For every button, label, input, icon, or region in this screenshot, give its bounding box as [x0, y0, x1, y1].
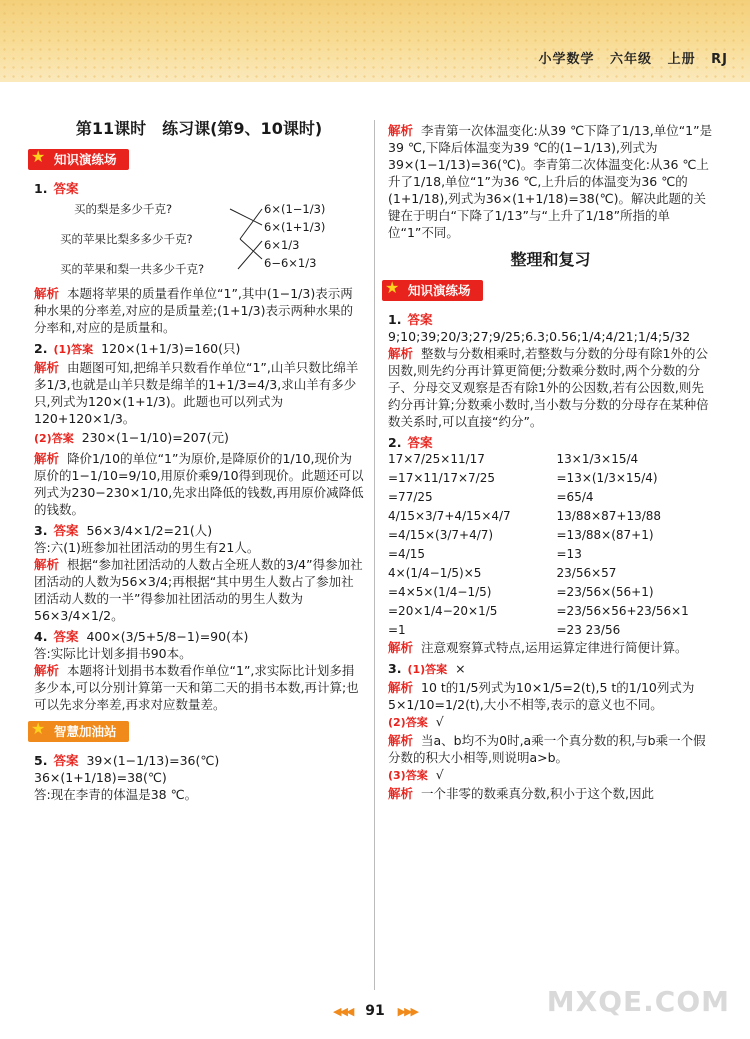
- book-header: [529, 48, 729, 67]
- explanation: 李青第一次体温变化:从39 ℃下降了1/13,单位“1”是39 ℃,下降后体温变为39 ℃的(1−1/13),列式为39×(1−1/13)=36(℃)。李青第二次体温变化:从36 ℃上升了1/18,单位“1”为36 ℃,上升后的体温变为36 ℃的(1+1/18),列式为36×(1+1/18)=38(℃)。解决此题的关键在于明白“下降了1/13”与“上升了1/18”所指的单位“1”不同。: [388, 123, 713, 240]
- edition: RJ: [711, 52, 728, 67]
- column-divider: [374, 120, 375, 990]
- calc-step: 4×(1/4−1/5)×5: [388, 566, 482, 580]
- explanation: 整数与分数相乘时,若整数与分数的分母有除1外的公因数,则先约分再计算更简便;分数乘分数时,两个分数的分子、分母交叉观察是否有除1外的公因数,若有公因数,则先约分再计算;分数乘小数时,当小数与分数的分母存在某种倍数关系时,可以直接“约分”。: [388, 346, 709, 429]
- match-left-item: 买的苹果比梨多多少千克?: [60, 232, 193, 246]
- answer-sentence: 答:现在李青的体温是38 ℃。: [34, 787, 198, 802]
- subject: 小学数学: [538, 52, 595, 67]
- question-5: 5. 答案 39×(1−1/13)=36(℃) 36×(1+1/18)=38(℃) 答:现在李青的体温是38 ℃。: [34, 752, 364, 803]
- calc-step: 13/88×87+13/88: [556, 509, 662, 523]
- review-question-1: 1. 答案9;10;39;20/3;27;9/25;6.3;0.56;1/4;4/21;1/4;5/32 解析 整数与分数相乘时,若整数与分数的分母有除1外的公因数,则先约分再计算更简便;分数乘分数时,两个分数的分子、分母交叉观察是否有除1外的公因数,若有公因数,则先约分再计算;分数乘小数时,当小数与分数的分母存在某种倍数关系时,可以直接“约分”。: [388, 312, 709, 429]
- answer: 120×(1+1/3)=160(只): [101, 341, 241, 356]
- answer: 9;10;39;20/3;27;9/25;6.3;0.56;1/4;4/21;1/4;5/32: [388, 329, 691, 344]
- answer: √: [435, 714, 444, 729]
- answer: 36×(1+1/18)=38(℃): [34, 770, 167, 785]
- match-right-item: 6×(1−1/3): [264, 202, 326, 216]
- star-icon: ★: [31, 147, 46, 166]
- explanation: 根据“参加社团活动的人数占全班人数的3/4”得参加社团活动的人数为56×3/4;再根据“其中男生人数占了参加社团活动人数的一半”得参加社团活动的男生人数为56×3/4×1/2。: [34, 557, 363, 623]
- calc-step: =23/56×56+23/56×1: [556, 604, 689, 618]
- volume: 上册: [667, 52, 696, 67]
- calc-step: 13×1/3×15/4: [556, 452, 639, 466]
- grade: 六年级: [610, 52, 653, 67]
- answer: √: [435, 767, 444, 782]
- match-right-item: 6−6×1/3: [264, 256, 317, 270]
- calculation-grid: [388, 451, 713, 639]
- header-pattern: [0, 0, 750, 82]
- explanation: 注意观察算式特点,运用运算定律进行简便计算。: [421, 640, 688, 655]
- calc-step: =13×(1/3×15/4): [556, 471, 658, 485]
- calc-step: =4/15×(3/7+4/7): [388, 528, 494, 542]
- match-left-item: 买的梨是多少千克?: [74, 202, 173, 216]
- lesson-title: 第11课时 练习课(第9、10课时): [75, 119, 323, 138]
- match-right-item: 6×1/3: [264, 238, 300, 252]
- explanation: 10 t的1/5列式为10×1/5=2(t),5 t的1/10列式为5×1/10=1/2(t),大小不相等,表示的意义也不同。: [388, 680, 695, 712]
- question-5-explanation: 解析 李青第一次体温变化:从39 ℃下降了1/13,单位“1”是39 ℃,下降后体温变为39 ℃的(1−1/13),列式为39×(1−1/13)=36(℃)。李青第二次体温变化:从36 ℃上升了1/18,单位“1”为36 ℃,上升后的体温变为36 ℃的(1+1/18),列式为36×(1+1/18)=38(℃)。解决此题的关键在于明白“下降了1/13”与“上升了1/18”所指的单位“1”不同。: [388, 123, 713, 240]
- calc-step: =77/25: [388, 490, 433, 504]
- explanation: 本题将计划捐书本数看作单位“1”,求实际比计划多捐多少本,可以分别计算第一天和第二天的捐书本数,再计算;也可以先求分率差,再求对应数量差。: [34, 663, 359, 712]
- calc-step: =17×11/17×7/25: [388, 471, 495, 485]
- answer-sentence: 答:实际比计划多捐书90本。: [34, 646, 192, 661]
- review-question-2: 2. 答案 17×7/25×11/17 13×1/3×15/4 =17×11/17×7/25 =13×(1/3×15/4) =77/25 =65/4 4/15×3/7+4/15×4/7 13/88×87+13/88 =4/15×(3/7+4/7) =13/88×(87+1) =4/15 =13 4×(1/4−1/5)×5 23/56×57 =4×5×(1/4−1/5) =23/56×(56+1) =20×1/4−20×1/5 =23/56×56+23/56×1 =1 =23 23/56 解析 注意观察算式特点,运用运算定律进行简便计算。: [388, 434, 713, 656]
- review-question-3: 3. (1)答案 × 解析 10 t的1/5列式为10×1/5=2(t),5 t的1/10列式为5×1/10=1/2(t),大小不相等,表示的意义也不同。 (2)答案 √ 解析 当a、b均不为0时,a乘一个真分数的积,与b乘一个假分数的积大小相等,则说明a>b。 (3)答案 √ 解析 一个非零的数乘真分数,积小于这个数,因此: [388, 661, 706, 801]
- calc-step: =23 23/56: [556, 623, 621, 637]
- star-icon: ★: [385, 278, 400, 297]
- calc-step: =4×5×(1/4−1/5): [388, 585, 492, 599]
- explanation: 一个非零的数乘真分数,积小于这个数,因此: [421, 786, 654, 801]
- match-right-item: 6×(1+1/3): [264, 220, 326, 234]
- calc-step: =23/56×(56+1): [556, 585, 654, 599]
- calc-step: =13: [556, 547, 582, 561]
- answer: 56×3/4×1/2=21(人): [86, 523, 213, 538]
- section-banner: ★ 智慧加油站: [28, 721, 129, 742]
- explanation: 当a、b均不为0时,a乘一个真分数的积,与b乘一个假分数的积大小相等,则说明a>b。: [388, 733, 706, 765]
- watermark: MXQE.COM: [546, 985, 730, 1018]
- matching-diagram: [34, 199, 364, 281]
- calc-step: =13/88×(87+1): [556, 528, 654, 542]
- page-footer: [0, 1003, 750, 1019]
- page-number: 91: [365, 1003, 385, 1019]
- left-arrows-icon: ◀◀◀: [332, 1005, 353, 1018]
- right-column: [385, 118, 713, 806]
- answer: 230×(1−1/10)=207(元): [81, 430, 229, 445]
- question-3: 3. 答案 56×3/4×1/2=21(人) 答:六(1)班参加社团活动的男生有21人。 解析 根据“参加社团活动的人数占全班人数的3/4”得参加社团活动的人数为56×3/4;再根据“其中男生人数占了参加社团活动人数的一半”得参加社团活动的男生人数为56×3/4×1/2。: [34, 523, 363, 623]
- section-banner: ★ 知识演练场: [382, 280, 483, 301]
- explanation: 本题将苹果的质量看作单位“1”,其中(1−1/3)表示两种水果的分率差,对应的是质量差;(1+1/3)表示两种水果的分率和,对应的是质量和。: [34, 286, 353, 335]
- section-banner: ★ 知识演练场: [28, 149, 129, 170]
- left-column: [31, 118, 364, 807]
- star-icon: ★: [31, 719, 46, 738]
- answer: 400×(3/5+5/8−1)=90(本): [86, 629, 249, 644]
- answer: ×: [455, 661, 466, 676]
- answer-sentence: 答:六(1)班参加社团活动的男生有21人。: [34, 540, 260, 555]
- calc-step: 23/56×57: [556, 566, 617, 580]
- calc-step: =4/15: [388, 547, 426, 561]
- section-title: 整理和复习: [510, 250, 591, 269]
- explanation: 降价1/10的单位“1”为原价,是降原价的1/10,现价为原价的1−1/10=9/10,用原价乘9/10得到现价。此题还可以列式为230−230×1/10,先求出降低的钱数,再用原价减降低的钱数。: [34, 451, 364, 517]
- calc-step: 17×7/25×11/17: [388, 452, 485, 466]
- question-2: 2. (1)答案 120×(1+1/3)=160(只) 解析 由题图可知,把绵羊只数看作单位“1”,山羊只数比绵羊多1/3,也就是山羊只数是绵羊的1+1/3=4/3,求山羊有多少只,列式为120×(1+1/3)。此题也可以列式为120+120×1/3。 (2)答案 230×(1−1/10)=207(元) 解析 降价1/10的单位“1”为原价,是降原价的1/10,现价为原价的1−1/10=9/10,用原价乘9/10得到现价。此题还可以列式为230−230×1/10,先求出降低的钱数,再用原价减降低的钱数。: [34, 341, 364, 517]
- match-left-item: 买的苹果和梨一共多少千克?: [60, 262, 205, 276]
- calc-step: =20×1/4−20×1/5: [388, 604, 498, 618]
- explanation: 由题图可知,把绵羊只数看作单位“1”,山羊只数比绵羊多1/3,也就是山羊只数是绵羊的1+1/3=4/3,求山羊有多少只,列式为120×(1+1/3)。此题也可以列式为120+120×1/3。: [34, 360, 359, 426]
- right-arrows-icon: ▶▶▶: [397, 1005, 417, 1018]
- calc-step: =65/4: [556, 490, 594, 504]
- calc-step: 4/15×3/7+4/15×4/7: [388, 509, 511, 523]
- question-1: 1. 答案 买的梨是多少千克? 买的苹果比梨多多少千克? 买的苹果和梨一共多少千克? 6×(1−1/3) 6×(1+1/3) 6×1/3 6−6×1/3 解析 本题将苹果的质量看作单位“1”,其中(1−1/3)表示两种水果的分率差,对应的是质量差;(1+1/3)表示两种水果的分率和,对应的是质量和。: [34, 180, 364, 336]
- calc-step: =1: [388, 623, 406, 637]
- answer: 39×(1−1/13)=36(℃): [86, 753, 220, 768]
- question-4: 4. 答案 400×(3/5+5/8−1)=90(本) 答:实际比计划多捐书90本。 解析 本题将计划捐书本数看作单位“1”,求实际比计划多捐多少本,可以分别计算第一天和第二天的捐书本数,再计算;也可以先求分率差,再求对应数量差。: [34, 628, 364, 713]
